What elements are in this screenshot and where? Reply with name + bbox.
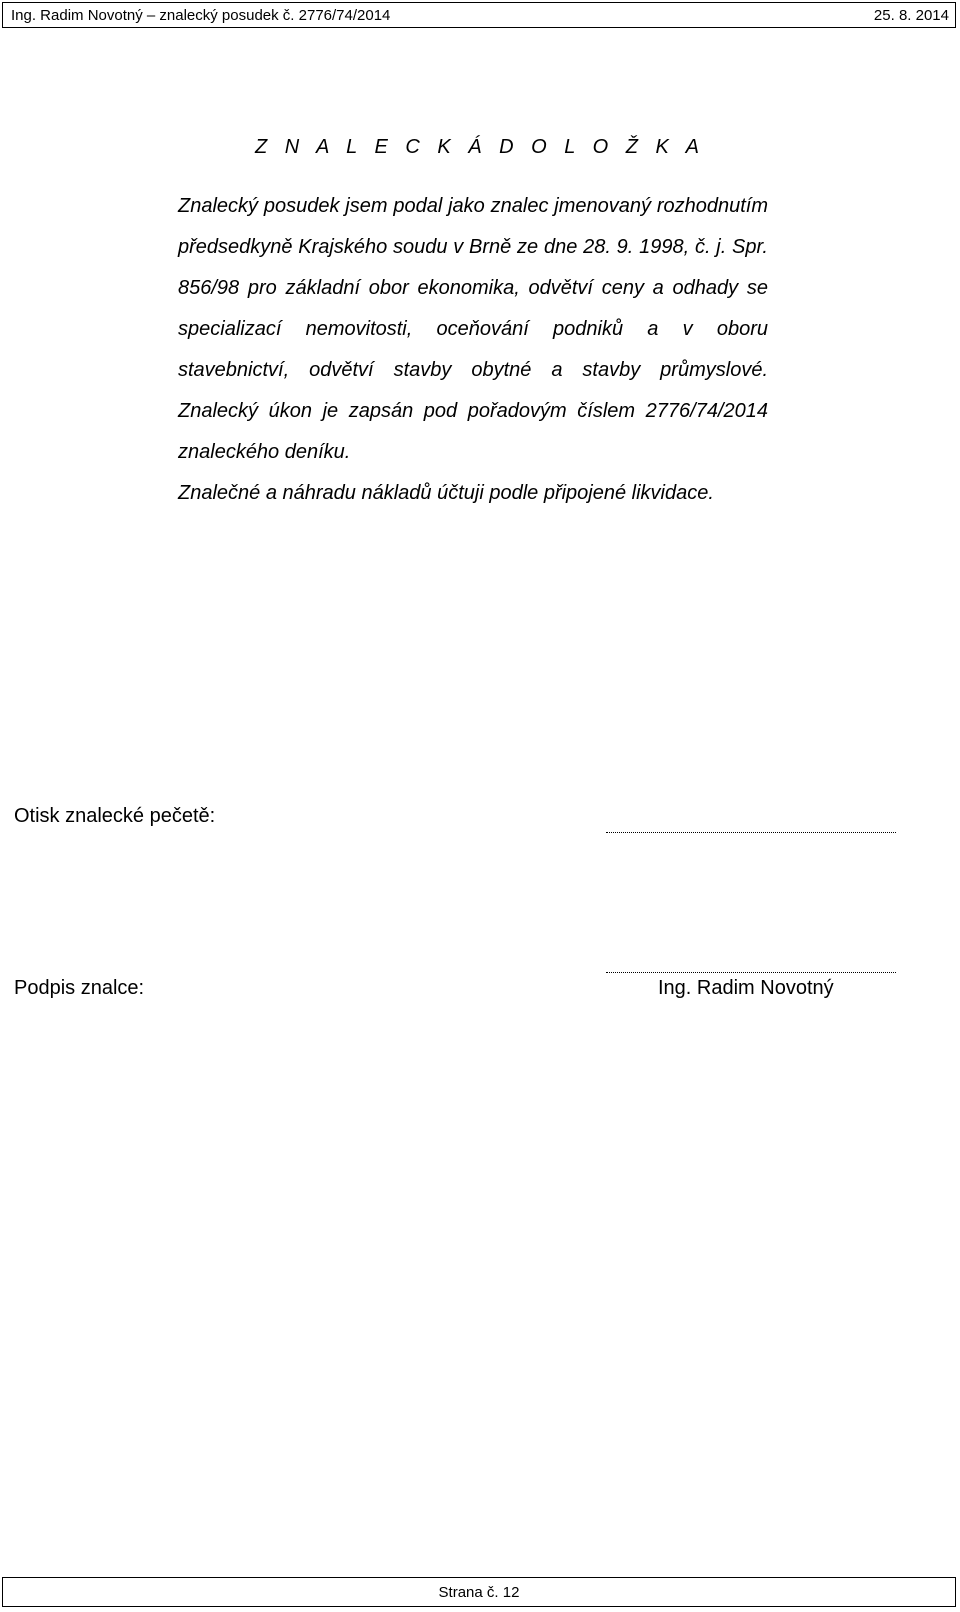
clause-title: Z N A L E C K Á D O L O Ž K A xyxy=(254,136,705,158)
clause-paragraph-registry: Znalecký úkon je zapsán pod pořadovým číslem 2776/74/2014 znaleckého deníku. xyxy=(178,400,768,463)
page-header xyxy=(2,2,956,28)
expert-clause xyxy=(178,186,768,514)
clause-paragraph-fees: Znalečné a náhradu nákladů účtuji podle připojené likvidace. xyxy=(178,482,714,504)
signature-name: Ing. Radim Novotný xyxy=(658,977,834,999)
header-date: 25. 8. 2014 xyxy=(873,6,949,24)
page-number: Strana č. 12 xyxy=(438,1583,520,1601)
seal-dotted-line xyxy=(606,832,896,833)
page-footer xyxy=(2,1577,956,1607)
seal-label: Otisk znalecké pečetě: xyxy=(14,805,216,827)
signature-dotted-line xyxy=(606,972,896,973)
clause-paragraph-appointment: Znalecký posudek jsem podal jako znalec jmenovaný rozhodnutím předsedkyně Krajského soudu v Brně ze dne 28. 9. 1998, č. j. Spr. 856/98 pro základní obor ekonomika, odvětví ceny a odhady se specializací nemovitosti, oceňování podniků a v oboru stavebnictví, odvětví stavby obytné a stavby průmyslové. xyxy=(178,195,768,381)
header-title: Ing. Radim Novotný – znalecký posudek č. 2776/74/2014 xyxy=(11,6,391,24)
signature-label: Podpis znalce: xyxy=(14,977,145,999)
